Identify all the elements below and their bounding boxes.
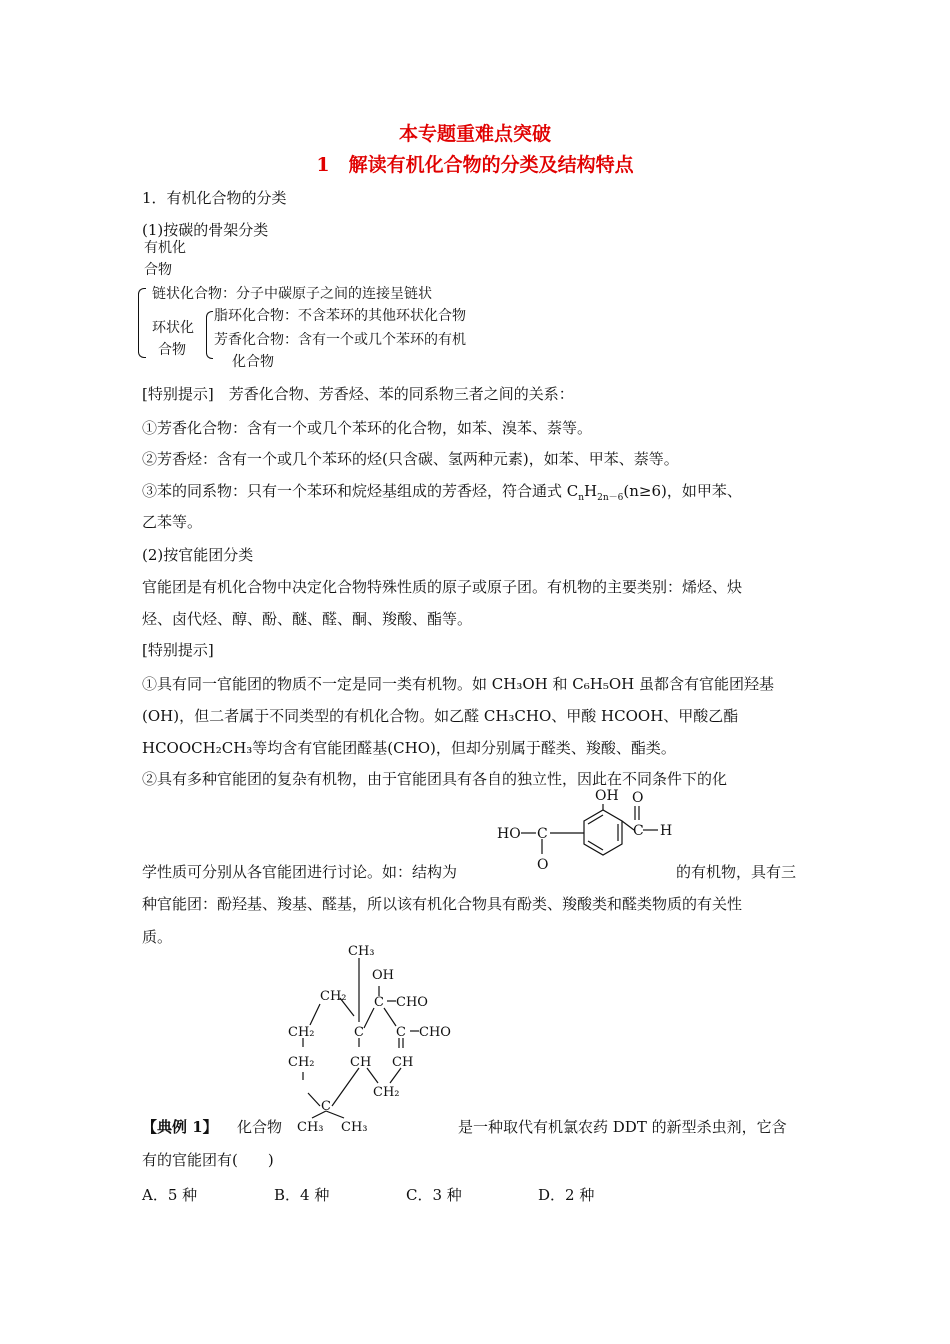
example1-line2: 有的官能团有( ) [142, 1151, 274, 1169]
tree-ring-label: 环状化 [152, 320, 194, 336]
tip1-item-3-line2: 乙苯等。 [142, 513, 203, 531]
example-label: 【典例 1】 [142, 1118, 218, 1136]
option-b[interactable]: B．4 种 [274, 1186, 330, 1204]
section-heading: 1．有机化合物的分类 [142, 189, 287, 207]
fg-paragraph-line1: 官能团是有机化合物中决定化合物特殊性质的原子或原子团。有机物的主要类别：烯烃、炔 [142, 578, 743, 596]
struct2-c-cho1: C [374, 995, 384, 1010]
struct2-ch2-d: CH₂ [373, 1085, 400, 1100]
tree-ring-label-line2: 合物 [158, 342, 186, 358]
fg-paragraph-line2: 烃、卤代烃、醇、酚、醚、醛、酮、羧酸、酯等。 [142, 610, 473, 628]
option-c[interactable]: C．3 种 [406, 1186, 462, 1204]
option-a[interactable]: A．5 种 [142, 1186, 198, 1204]
bracket-outer [138, 288, 146, 358]
struct1-c-left: C [537, 826, 548, 842]
struct1-o-top: O [632, 790, 644, 806]
struct1-h: H [660, 823, 673, 839]
tip2-p2-line4: 质。 [142, 928, 173, 946]
structure-insecticide-compound [280, 938, 470, 1138]
structure-hydroxy-formyl-benzoic-acid [494, 786, 684, 876]
tip1-item-3: ③苯的同系物：只有一个苯环和烷烃基组成的芳香烃，符合通式 $C_nH_{2n-6}(n\ge 6)$，如甲苯、 [142, 482, 742, 503]
tree-chain: 链状化合物：分子中碳原子之间的连接呈链状 [152, 286, 432, 302]
tree-alicyclic: 脂环化合物：不含苯环的其他环状化合物 [214, 308, 466, 324]
example1-line1: 【典例 1】 化合物 是一种取代有机氯农药 DDT 的新型杀虫剂，它含 [142, 1118, 787, 1136]
tip2-p2-line1: ②具有多种官能团的复杂有机物，由于官能团具有各自的独立性，因此在不同条件下的化 [142, 770, 728, 788]
subsection-heading: (1)按碳的骨架分类 [142, 221, 269, 239]
tree-aromatic-line2: 化合物 [232, 354, 274, 370]
struct2-cho1: CHO [396, 995, 428, 1010]
tip-heading-2: [特别提示] [142, 641, 214, 659]
subsection-heading-2: (2)按官能团分类 [142, 546, 254, 564]
tree-root: 有机化 [144, 240, 186, 256]
struct2-ch-right: CH [392, 1055, 414, 1070]
bracket-inner [206, 311, 213, 359]
tip2-p2-line3: 种官能团：酚羟基、羧基、醛基，所以该有机化合物具有酚类、羧酸类和醛类物质的有关性 [142, 895, 743, 913]
struct2-ch2-a: CH₂ [320, 989, 347, 1004]
option-d[interactable]: D．2 种 [538, 1186, 595, 1204]
tip2-p1-line1: ①具有同一官能团的物质不一定是同一类有机物。如 CH₃OH 和 C₆H₅OH 虽都含有官能团羟基 [142, 675, 774, 693]
struct2-ch2-b: CH₂ [288, 1025, 315, 1040]
tip2-p1-line2: (OH)，但二者属于不同类型的有机化合物。如乙醛 CH₃CHO、甲酸 HCOOH、甲酸乙酯 [142, 707, 739, 725]
tip2-p1-line3: HCOOCH₂CH₃等均含有官能团醛基(CHO)，但却分别属于醛类、羧酸、酯类。 [142, 739, 676, 757]
tree-root-line2: 合物 [144, 262, 172, 278]
tip2-p2-line2: 学性质可分别从各官能团进行讨论。如：结构为 的有机物，具有三 [142, 863, 797, 881]
page-subtitle: 1 解读有机化合物的分类及结构特点 [316, 154, 634, 176]
struct1-oh: OH [595, 788, 619, 804]
struct2-oh: OH [372, 968, 394, 983]
tree-aromatic: 芳香化合物：含有一个或几个苯环的有机 [214, 332, 466, 348]
struct2-c-bottom: C [321, 1099, 331, 1114]
struct2-c-mid: C [354, 1025, 364, 1040]
tip1-item-2: ②芳香烃：含有一个或几个苯环的烃(只含碳、氢两种元素)，如苯、甲苯、萘等。 [142, 450, 679, 468]
tip-heading-1: [特别提示] 芳香化合物、芳香烃、苯的同系物三者之间的关系： [142, 385, 574, 403]
page-title: 本专题重难点突破 [398, 123, 551, 145]
struct1-c-right: C [633, 823, 644, 839]
struct2-ch3-top: CH₃ [348, 944, 375, 959]
struct1-ho: HO [497, 826, 521, 842]
struct1-o-bottom: O [537, 857, 549, 873]
struct2-cho2: CHO [419, 1025, 451, 1040]
struct2-c-cho2: C [396, 1025, 406, 1040]
struct2-ch3-b: CH₃ [341, 1120, 368, 1135]
struct2-ch2-c: CH₂ [288, 1055, 315, 1070]
struct2-ch3-a: CH₃ [297, 1120, 324, 1135]
struct2-ch: CH [350, 1055, 372, 1070]
tip1-item-1: ①芳香化合物：含有一个或几个苯环的化合物，如苯、溴苯、萘等。 [142, 419, 593, 437]
